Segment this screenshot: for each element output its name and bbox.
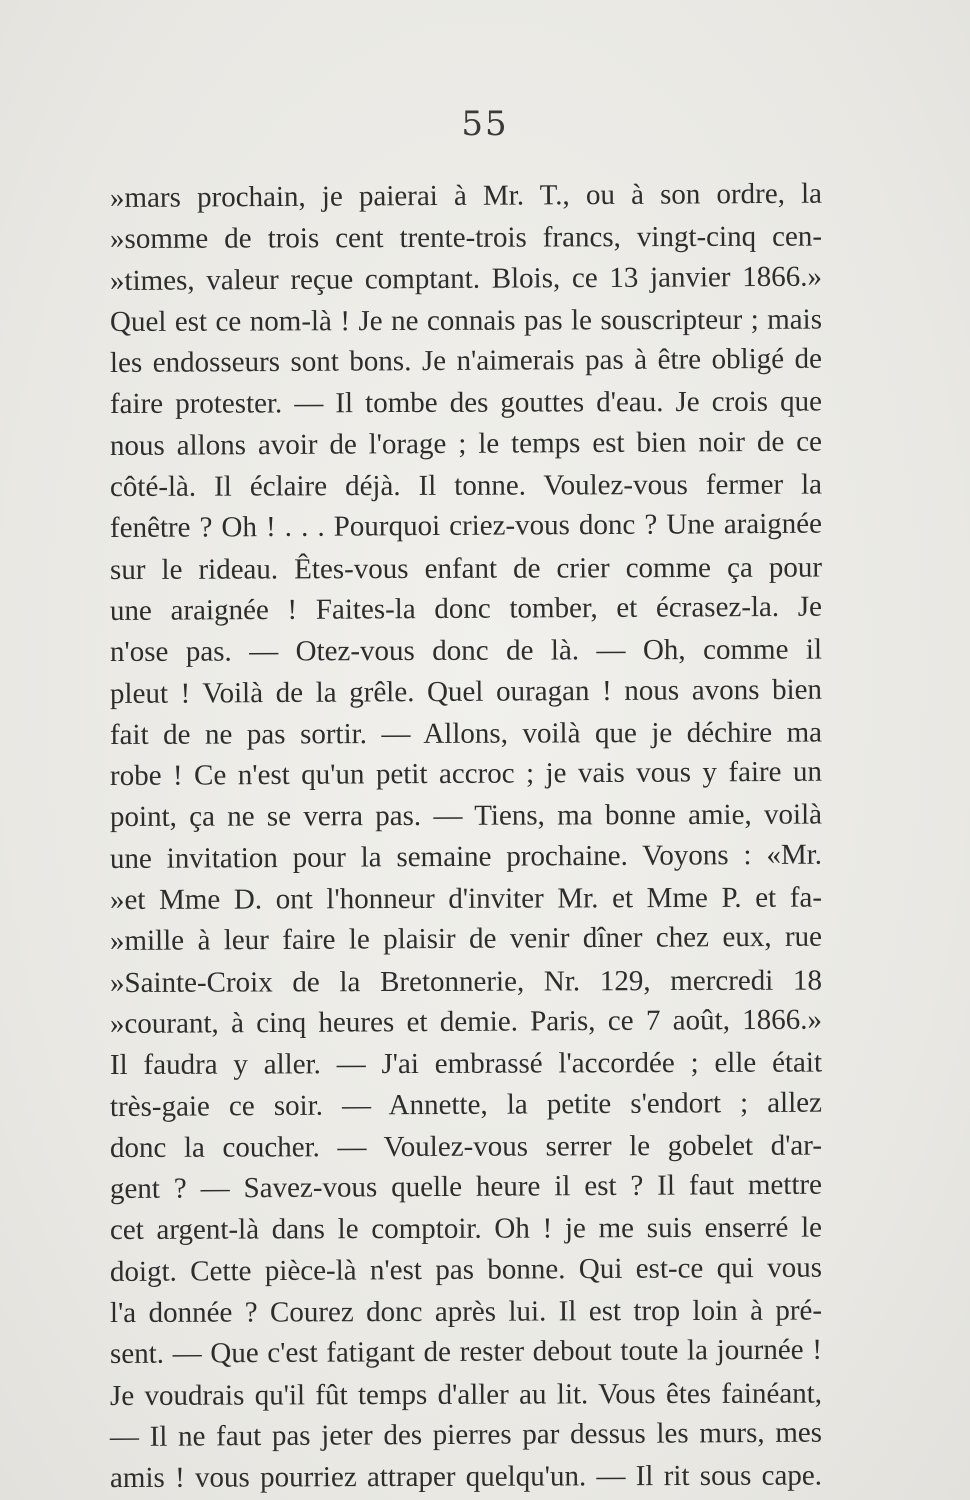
text-line: robe ! Ce n'est qu'un petit accroc ; je vais vous y faire un [109,755,823,793]
text-line: très-gaie ce soir. — Annette, la petite s'endort ; allez [109,1086,823,1123]
text-line: »Sainte-Croix de la Bretonnerie, Nr. 129, mercredi 18 [109,964,823,999]
text-line: cet argent-là dans le comptoir. Oh ! je me suis enserré le [109,1211,823,1247]
text-line: »times, valeur reçue comptant. Blois, ce 13 janvier 1866.» [109,260,823,297]
text-line: amis ! vous pourriez attraper quelqu'un. — Il rit sous cape. [109,1459,823,1495]
text-line: »mille à leur faire le plaisir de venir dîner chez eux, rue [109,920,823,958]
text-line: sur le rideau. Êtes-vous enfant de crier comme ça pour [109,551,823,586]
text-line: gent ? — Savez-vous quelle heure il est ? Il faut mettre [109,1168,823,1206]
text-line: les endosseurs sont bons. Je n'aimerais pas à être obligé de [109,342,823,380]
text-line: »et Mme D. ont l'honneur d'inviter Mr. et Mme P. et fa- [109,881,823,917]
text-line: donc la coucher. — Voulez-vous serrer le gobelet d'ar- [109,1129,823,1164]
text-line: fenêtre ? Oh ! . . . Pourquoi criez-vous donc ? Une araignée [109,508,823,545]
text-line: »courant, à cinq heures et demie. Paris, ce 7 août, 1866.» [109,1003,823,1040]
text-line: sent. — Que c'est fatigant de rester debout toute la journée ! [109,1333,823,1371]
text-line: n'ose pas. — Otez-vous donc de là. — Oh, comme il [109,633,823,669]
page-number: 55 [461,104,509,144]
text-line: point, ça ne se verra pas. — Tiens, ma bonne amie, voilà [109,798,823,834]
text-line: — Il ne faut pas jeter des pierres par dessus les murs, mes [109,1416,823,1453]
text-line: l'a donnée ? Courez donc après lui. Il est trop loin à pré- [109,1294,823,1330]
text-line: doigt. Cette pièce-là n'est pas bonne. Qui est-ce qui vous [109,1251,823,1288]
text-line: Il faudra y aller. — J'ai embrassé l'accordée ; elle était [109,1046,823,1082]
text-line: »somme de trois cent trente-trois francs, vingt-cinq cen- [109,220,823,256]
text-line: Quel est ce nom-là ! Je ne connais pas le souscripteur ; mais [109,303,823,338]
text-line: Je voudrais qu'il fût temps d'aller au lit. Vous êtes fainéant, [109,1377,823,1412]
text-line: nous allons avoir de l'orage ; le temps est bien noir de ce [109,425,823,462]
text-line: une araignée ! Faites-la donc tomber, et écrasez-la. Je [109,590,823,627]
text-line: pleut ! Voilà de la grêle. Quel ouragan ! nous avons bien [109,673,823,710]
text-line: fait de ne pas sortir. — Allons, voilà que je déchire ma [109,716,823,751]
text-line: une invitation pour la semaine prochaine. Voyons : «Mr. [109,838,823,875]
body-text [110,178,822,1500]
text-line: faire protester. — Il tombe des gouttes d'eau. Je crois que [109,385,823,421]
text-line: côté-là. Il éclaire déjà. Il tonne. Voulez-vous fermer la [109,468,823,504]
text-line: »mars prochain, je paierai à Mr. T., ou à son ordre, la [109,177,823,214]
